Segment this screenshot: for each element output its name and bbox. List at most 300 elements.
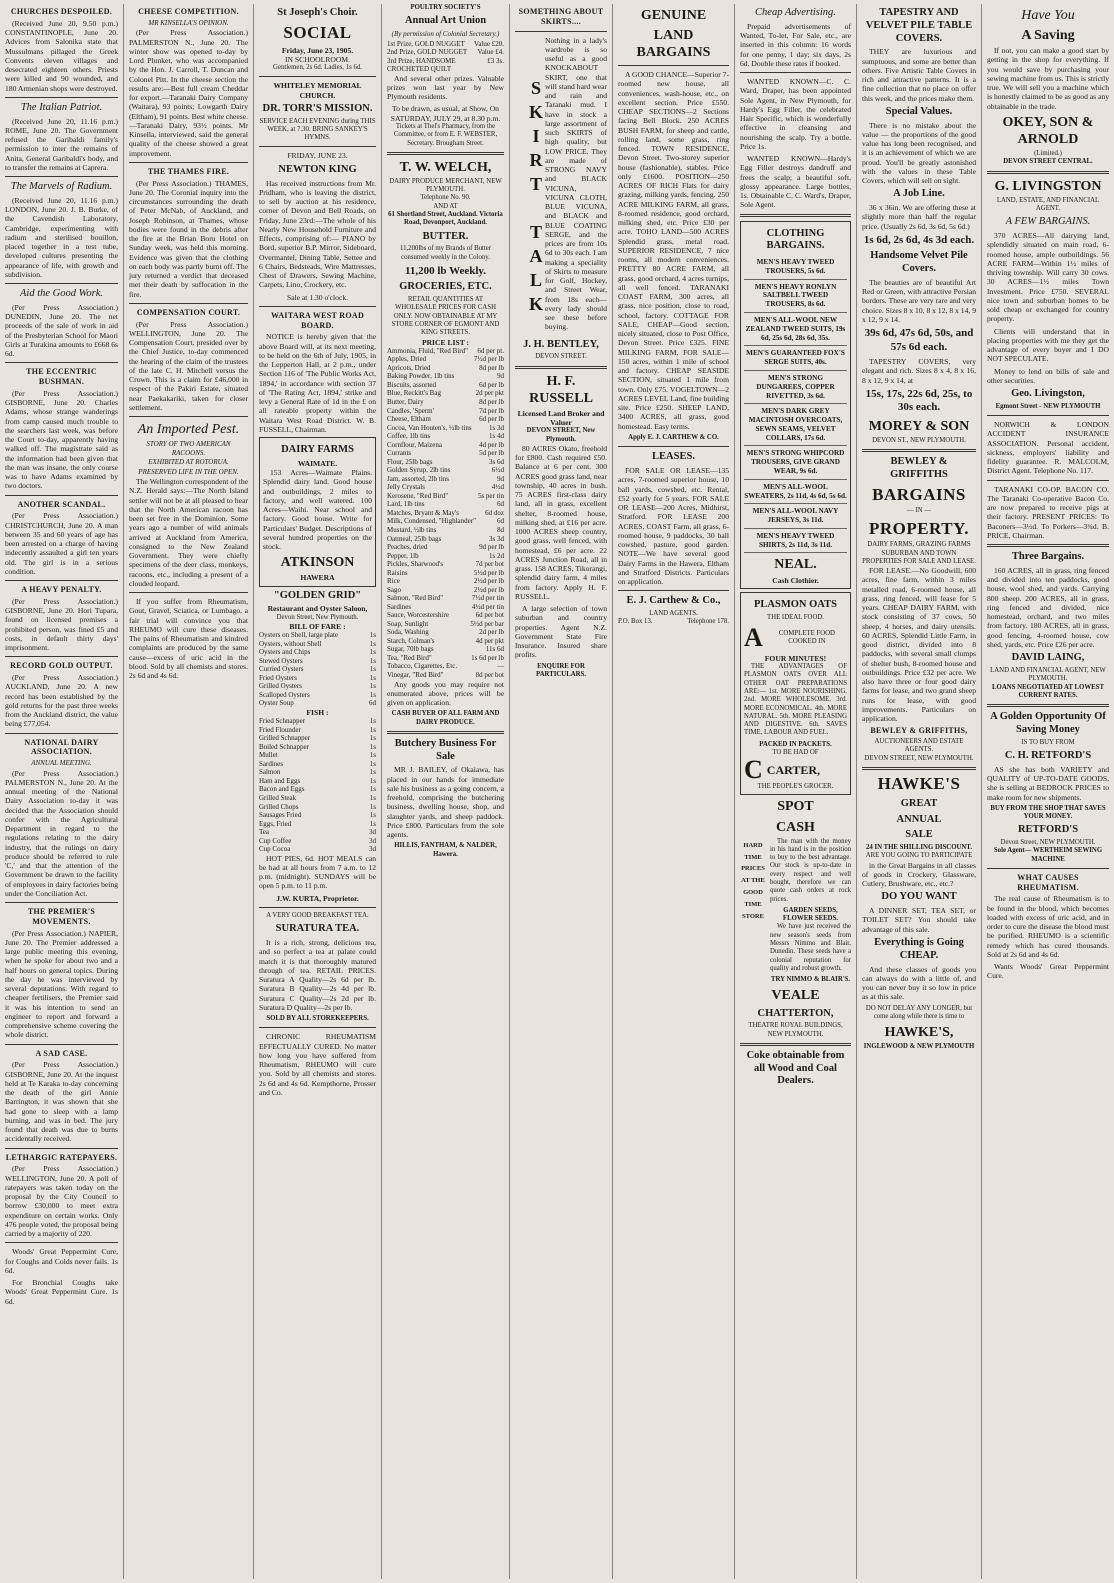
fish-item-price: 1s (369, 759, 376, 768)
grocery-item-label: Currants (387, 449, 412, 458)
article-bushman: (Per Press Association.) GISBORNE, June 20. Charles Adams, whose strange wanderings from camp caused much trouble to the searchers last week, was before the Court to-day, apparently having walked off. The magistrate said as the information had been given that the man was insane, the only course was to have Adams examined by two doctors. (5, 388, 118, 491)
column-okey (982, 4, 1114, 1579)
grocery-item-price: 7½d per lb (473, 355, 504, 364)
grocery-item-price: 1s 3d (489, 423, 504, 432)
grocery-item-price: 8d per bot (475, 671, 504, 679)
grocery-item-price: 1s 6d per lb (471, 653, 504, 662)
headline-ratepayers: LETHARGIC RATEPAYERS. (5, 1152, 118, 1162)
time-words (740, 838, 766, 985)
torr-date: FRIDAY, JUNE 23. (287, 151, 348, 161)
headline-pest: An Imported Pest. (137, 422, 240, 438)
headline-penalty: A HEAVY PENALTY. (21, 585, 102, 595)
headline-plasmon: PLASMON OATS (754, 598, 837, 610)
bill-item (259, 657, 376, 666)
fish-item-label: Fried Flounder (259, 725, 301, 734)
grocery-item-label: Matches, Bryant & May's (387, 508, 460, 517)
headline-golden-grid: "GOLDEN GRID" (273, 589, 362, 601)
carthew-sub: LAND AGENTS. (649, 610, 698, 618)
cheap-advertising-body: Prepaid advertisements of Wanted, To-let, For Sale, etc., are inserted in this column: 16 words for one penny, 1 day; six days, 2s 6d. Double these rates if booked. (740, 21, 851, 68)
headline-coke: Coke obtainable from all Wood and Coal Dealers. (746, 1049, 845, 1087)
grocery-item (387, 381, 504, 390)
grocery-item-price: 9d (497, 474, 504, 483)
bewley-griffiths-address: DEVON STREET, NEW PLYMOUTH. (864, 754, 974, 762)
fish-item-label: Grilled Schnapper (259, 734, 311, 743)
headline-thames: THE THAMES FIRE. (147, 166, 230, 176)
column-skirts (510, 4, 613, 1579)
grocery-item (387, 517, 504, 526)
fish-item-price: 1s (369, 734, 376, 743)
fish-item-label: Grilled Steak (259, 794, 297, 803)
grocery-item (387, 603, 504, 612)
plasmon-sub: THE IDEAL FOOD. (767, 613, 824, 621)
bill-item (259, 648, 376, 657)
russell-enquire: ENQUIRE FOR PARTICULARS. (535, 662, 587, 678)
fish-item-price: 1s (369, 811, 376, 820)
bewley-griffiths-sub: AUCTIONEERS AND ESTATE AGENTS. (874, 738, 964, 754)
property-body: FOR LEASE.—No Goodwill, 600 acres, fine farm, within 3 miles metalled road, 6-roomed house, all grass, ring fenced, will lease for 5 years. CHEAP DAIRY FARM, with stock consisting of 37 cows, 50 sheep, 4 horses, and dairy utensils. 60 ACRES, Splendid Little Farm, in good district, divided into 8 paddocks, with several small clumps of shelter bush, 8-roomed house and outbuildings. Price £32 per acre. We also have three or four good dairy farms for lease, and two grand sheep runs for lease, with good improvements. Particulars on application. (862, 566, 976, 724)
grocery-item-price: 5½d per bar (470, 619, 504, 628)
fish-item (259, 726, 376, 735)
grocery-item (387, 620, 504, 629)
headline-dairy: NATIONAL DAIRY ASSOCIATION. (24, 737, 99, 757)
headline-velvet-pile: Handsome Velvet Pile Covers. (870, 250, 968, 275)
bill-item-label: Fried Oysters (259, 673, 297, 682)
vertical-letter (525, 196, 547, 220)
grocery-item (387, 407, 504, 416)
fish-item-label: Bacon and Eggs (259, 785, 305, 794)
bill-item-price: 1s (369, 656, 376, 665)
bill-item-label: Stewed Oysters (259, 656, 303, 665)
subhead-dairy: ANNUAL MEETING. (31, 759, 92, 768)
grocery-item-label: Salmon, "Red Bird" (387, 594, 444, 603)
dairy-farms-place: WAIMATE. (297, 458, 338, 468)
prize-list (387, 40, 504, 74)
headline-bargains: BARGAINS (872, 484, 966, 504)
vertical-letter: K (528, 293, 543, 314)
headline-premier: THE PREMIER'S MOVEMENTS. (27, 907, 96, 926)
clothing-item: MEN'S DARK GREY MACINTOSH OVERCOATS, SEWN SEAMS, VELVET COLLARS, 17s 6d. (744, 404, 847, 446)
tea-sub: A VERY GOOD BREAKFAST TEA. (266, 911, 369, 919)
bill-item-price: 1s (369, 673, 376, 682)
plasmon-packed: PACKED IN PACKETS. (759, 740, 832, 748)
vertical-letter: R (529, 149, 543, 170)
vertical-letter: I (532, 125, 540, 146)
grocery-item-label: Golden Syrup, 2lb tins (387, 466, 451, 475)
butchery-agents: HILLIS, FANTHAM, & NALDER, Hawera. (394, 842, 497, 858)
fish-item-label: Boiled Schnapper (259, 742, 309, 751)
grocery-item-label: Cornflour, Maizena (387, 440, 442, 449)
grocery-item-label: Apples, Dried (387, 355, 427, 364)
golden-grid-hours: HOT PIES, 6d. HOT MEALS can be had at all hours from 7 a.m. to 12 p.m. (midnight). SUNDAYS will be open 5 p.m. to 11 p.m. (259, 853, 376, 891)
headline-veale: VEALE (771, 988, 820, 1004)
bill-of-fare-heading: BILL OF FARE : (289, 621, 346, 631)
grocery-item (387, 483, 504, 492)
subhead-pest-3: PRESERVED LIFE IN THE OPEN. (138, 467, 239, 476)
fish-item-price: 1s (369, 794, 376, 803)
vertical-letter: K (528, 101, 543, 122)
headline-bushman: THE ECCENTRIC BUSHMAN. (26, 367, 97, 387)
fish-item-price: 1s (369, 717, 376, 726)
fish-item (259, 794, 376, 803)
ad-newton-king: Has received instructions from Mr. Pridham, who is leaving the district, to sell by auction at his residence, corner of Devon and Bell Roads, on Friday, June 23rd:—The whole of his Nearly New Household Furniture and Effects, comprising of:— PIANO by Bord, superior B.P. Mirror, Sideboard, Overmantel, Dining Table, Settee and 6 Chairs, Bedsteads, Wire Mattresses, Chest of Drawers, Sewing Machine, Carpets, Lino, Crockery, etc. (259, 178, 376, 290)
bill-item (259, 691, 376, 700)
grocery-item-label: Baking Powder, 1lb tins (387, 372, 455, 381)
clothing-item: MEN'S GUARANTEED FOX'S SERGE SUITS, 40s. (744, 346, 847, 371)
groceries-body: RETAIL QUANTITIES AT WHOLESALE PRICES FOR CASH ONLY. NOW OBTAINABLE AT MY STORE CORNER OF EGMONT AND KING STREETS. (391, 296, 500, 337)
torr-body: SERVICE EACH EVENING during THIS WEEK, at 7.30. BRING SANKEY'S HYMNS. (259, 117, 376, 142)
subhead-cheese: MR KINSELLA'S OPINION. (148, 18, 229, 27)
time-store-body (770, 838, 851, 985)
fish-item-label: Tea (259, 828, 270, 837)
veale-chatterton-sub: THEATRE ROYAL BUILDINGS, NEW PLYMOUTH. (748, 1022, 843, 1038)
grocery-item (387, 662, 504, 671)
grocery-item-price: 4d per pkt (475, 636, 504, 645)
bill-item-price: 1s (369, 639, 376, 648)
wertheim-agent: Sole Agent— WERTHEIM SEWING MACHINE (993, 847, 1103, 863)
grocery-item-label: Cheese, Eltham (387, 415, 431, 424)
vertical-letter: S (530, 77, 541, 98)
ad-dairy-farms (259, 437, 376, 587)
grocery-item-price: 1s 4d (489, 432, 504, 441)
vertical-letter: L (529, 269, 542, 290)
job-line-body: 36 x 36in. We are offering these at slightly more than half the regular price. (Usually 2s 6d, 3s 6d, 5s 6d.) (862, 203, 976, 231)
fish-item-label: Grilled Chops (259, 802, 299, 811)
bill-of-fare-list (259, 631, 376, 708)
bill-item-label: Oysters on Shell, large plate (259, 631, 338, 640)
carter-row (744, 757, 847, 783)
fish-item (259, 751, 376, 760)
prize-item (387, 57, 504, 74)
time-word: STORE (742, 913, 764, 921)
grocery-item (387, 398, 504, 407)
grocery-item (387, 628, 504, 637)
golden-sub: IS TO BUY FROM (1021, 738, 1075, 746)
livingston-sub: LAND, ESTATE, AND FINANCIAL AGENT. (996, 196, 1100, 212)
clothing-list (744, 255, 847, 553)
retford-address: Devon Street, NEW PLYMOUTH. (1000, 839, 1096, 847)
grocery-item-price: 2½d per lb (473, 585, 504, 594)
grocery-item-label: Sugar, 70lb bags (387, 645, 434, 654)
atkinson-place: HAWERA (300, 573, 335, 583)
livingston-address: Egmont Street - NEW PLYMOUTH (995, 402, 1101, 410)
plasmon-a-row (744, 622, 847, 652)
article-scandal: (Per Press Association.) CHRISTCHURCH, June 20. A man between 35 and 60 years of age has been arrested on a charge of having indecently assaulted a girl ten years old. The girl is in a serious condition. (5, 511, 118, 576)
column-land-bargains (613, 4, 735, 1579)
headline-butchery: Butchery Business For Sale (394, 737, 497, 762)
bill-item-label: Oyster Soup (259, 699, 294, 708)
bill-item (259, 674, 376, 683)
clothing-item: MEN'S ALL-WOOL NAVY JERSEYS, 3s 11d. (744, 504, 847, 529)
headline-morey: MOREY & SON (868, 418, 970, 434)
headline-okey: OKEY, SON & ARNOLD (1002, 114, 1094, 147)
headline-bentley: J. H. BENTLEY, (523, 338, 599, 350)
tapestry-covers-price: 15s, 17s, 22s 6d, 25s, to 30s each. (865, 387, 973, 414)
headline-suratura: SURATURA TEA. (275, 923, 360, 935)
headline-spot: SPOT (777, 799, 814, 815)
fish-item-price: 3d (369, 836, 376, 845)
grocery-item-label: Sago (387, 585, 401, 594)
grocery-item (387, 560, 504, 569)
tickets-info: Tickets at Thel's Pharmacy, from the Committee, or from E. F. WEBSTER, Secretary. Brougham Street. (393, 122, 498, 147)
article-gold: (Per Press Association.) AUCKLAND, June 20. A new record has been established by the gold returns for the past three weeks from the Auckland district, the value being £77,054. (5, 673, 118, 729)
grocery-item-price: 2d per pkt (475, 389, 504, 398)
grocery-item-label: Oatmeal, 25lb bags (387, 534, 442, 543)
article-churches: (Received June 20, 9.50 p.m.) CONSTANTINOPLE, June 20. Advices from Salonika state that Mussulmans pillaged the Greek Convents eleven villages and desecrated eighteen others. Priests were killed and 90 wounded, and 180 Armenian shops were destroyed. (5, 18, 118, 93)
grocery-item-label: Butter, Dairy (387, 398, 424, 406)
headline-something: SOMETHING ABOUT SKIRTS.... (518, 7, 604, 26)
fish-item (259, 811, 376, 820)
fish-item (259, 734, 376, 743)
article-ratepayers: (Per Press Association.) WELLINGTON, June 20. A poll of ratepayers was taken today on the proposal by the City Council to borrow £30,000 to meet extra expenditure on certain works. Only 476 people voted, the proposal being carried by a majority of 220. (5, 1164, 118, 1239)
grocery-item-label: Jelly Crystals (387, 483, 425, 492)
few-bargains-body: 370 ACRES—All dairying land, splendidly situated on main road, 6-roomed house, ample outbuildings. 56 ACRE FARM—Within 1½ miles of thriving township. Will carry 30 cows. 30 ACRES—1½ miles Town Investment. Price £750. SEVERAL nice town and suburban homes to be sold cheap or exchanged for country property. (987, 231, 1109, 324)
grocery-item-label: Ammonia, Fluid, "Red Bird" (387, 346, 468, 355)
grocery-item-label: Peaches, dried (387, 543, 428, 552)
newton-sale-time: Sale at 1.30 o'clock. (286, 292, 349, 302)
prize-item (387, 40, 504, 49)
suratura-foot: SOLD BY ALL STOREKEEPERS. (266, 1015, 369, 1023)
grocery-item (387, 645, 504, 654)
prize-item-label: 1st Prize, GOLD NUGGET (387, 39, 465, 48)
prize-item (387, 48, 504, 57)
fish-item (259, 743, 376, 752)
grocery-item (387, 535, 504, 544)
fish-heading: FISH : (306, 707, 329, 717)
headline-chatterton: CHATTERTON, (757, 1007, 834, 1019)
bill-item-label: Oysters, without Shell (259, 639, 322, 648)
headline-carter: CARTER, (766, 762, 821, 777)
bargains-in: — IN — (906, 507, 932, 515)
bill-item-label: Oysters and Chips (259, 648, 311, 657)
fish-item-price: 1s (369, 725, 376, 734)
grocery-item-label: Kerosene, "Red Bird" (387, 491, 449, 500)
headline-dairy-farms: DAIRY FARMS (281, 444, 354, 455)
saving-body: If not, you can make a good start by getting in the shop for everything. If you would save by purchasing your sewing machine from us. This is strictly true. We will sell you a machine which is honestly claimed to be as good as any obtainable in the trade. (987, 46, 1109, 111)
fish-list (259, 717, 376, 854)
grocery-item (387, 449, 504, 458)
headline-clothing: CLOTHING BARGAINS. (766, 227, 825, 252)
skirt-body: Nothing in a lady's wardrobe is so useful as a good KNOCKABOUT SKIRT, one that will stand hard wear and rain and Taranaki mud. I have in stock a large assortment of such SKIRTS of high quality, but LOW PRICE. They are made of STRONG NAVY and BLACK VICUNA, VICUNA CLOTH, BLUE VICUNA, and BLACK and BLUE COATING SERGE, and the prices are from 10s 6d to 30s each. I am making a speciality of Skirts to measure for Golf, Hockey, and Street Wear, from 18s each—every lady should see these before buying. (545, 35, 607, 332)
clothing-item: MEN'S HEAVY TWEED SHIRTS, 2s 11d, 3s 11d. (744, 529, 847, 554)
grocery-item-label: Vinegar, "Red Bird" (387, 671, 444, 679)
fish-item-price: 1s (369, 785, 376, 794)
grocery-item-price: — (497, 662, 504, 671)
plasmon-had-of: TO BE HAD OF (772, 748, 819, 756)
grocery-item-label: Mustard, ½lb tins (387, 525, 437, 534)
prize-item-price: Value £4. (477, 48, 504, 57)
hawkes-address: INGLEWOOD & NEW PLYMOUTH (863, 1043, 975, 1051)
grocery-item-label: Apricots, Dried (387, 363, 431, 372)
grocery-item-label: Milk, Condensed, "Highlander" (387, 517, 476, 526)
bill-item-price: 1s (369, 631, 376, 640)
draw-date: To be drawn, as usual, at Show, On SATURDAY, JULY 29, at 8.30 p.m. (390, 104, 501, 123)
headline-welch: T. W. WELCH, (399, 159, 492, 175)
headline-carthew: E. J. Carthew & Co., (626, 595, 721, 607)
grocery-item-label: Candles, 'Sperm' (387, 406, 434, 415)
land-apply: Apply E. J. CARTHEW & CO. (628, 433, 719, 441)
grocery-item-label: Sauce, Worcestershire (387, 611, 449, 620)
fish-item-label: Fried Schnapper (259, 717, 306, 726)
column-welch (382, 4, 510, 1579)
headline-radium: The Marvels of Radium. (10, 181, 113, 193)
grocery-item-price: 8d per lb (479, 398, 504, 406)
time-word: TIME (744, 901, 762, 909)
fish-item (259, 820, 376, 829)
time-word: AT THE (741, 877, 765, 885)
clothing-item: MEN'S ALL-WOOL NEW ZEALAND TWEED SUITS, 19s 6d, 25s 6d, 28s 6d, 35s. (744, 313, 847, 346)
headline-art-union: Annual Art Union (404, 15, 487, 27)
fish-item-label: Cup Coffee (259, 836, 292, 845)
bill-item-price: 1s (369, 648, 376, 657)
grocery-item (387, 466, 504, 475)
fish-item (259, 845, 376, 854)
fish-item-label: Salmon (259, 768, 281, 777)
ad-clothing (740, 221, 851, 589)
grocery-item-price: 9d (497, 372, 504, 381)
headline-italian: The Italian Patriot. (20, 101, 103, 113)
morey-sub: DEVON ST., NEW PLYMOUTH. (872, 436, 966, 444)
grocery-item (387, 552, 504, 561)
fish-item (259, 803, 376, 812)
wanted-known-2: WANTED KNOWN—Hardy's Egg Filler destroys dandruff and frees the scalp; a beautiful soft, glossy appearance. Large bottles, 1s. Obtainable C. C. Ward's, Draper, Sole Agent. (740, 154, 851, 210)
grocery-item-label: Tobacco, Cigarettes, Etc. (387, 662, 458, 671)
livingston-clients: Clients will understand that in placing properties with me they get the advantage of every buyer and I DO NOT SPECULATE. (987, 326, 1109, 364)
carter-sub: THE PEOPLE'S GROCER. (757, 783, 834, 791)
clothing-item: MEN'S HEAVY TWEED TROUSERS, 5s 6d. (744, 255, 847, 280)
grocery-item (387, 500, 504, 509)
ad-norwich: NORWICH & LONDON ACCIDENT INSURANCE ASSOCIATION. Personal accident, sickness, employers' liability and fidelity guarantee. R. MALCOLM, District Agent. Telephone No. 117. (987, 420, 1109, 476)
grocery-item-price: 9d per lb (479, 543, 504, 552)
grocery-item-label: Cocoa, Van Houten's, ½lb tins (387, 423, 472, 432)
headline-groceries: GROCERIES, ETC. (399, 281, 492, 293)
headline-everything-cheap: Everything is Going CHEAP. (874, 936, 964, 961)
tapestry-body: THEY are luxurious and sumptuous, and some are better than others. Five Artistic Table Covers in rich and attractive patterns. It is a fine collection that no place on offer this week, and the prices make them. (862, 47, 976, 103)
golden-grid-sub: Restaurant and Oyster Saloon, (267, 604, 368, 614)
column-news-local (124, 4, 254, 1579)
headline-choir: St Joseph's Choir. (277, 7, 358, 18)
grocery-item-label: Flour, 25lb bags (387, 457, 433, 466)
carthew-telephone: Telephone 178. (687, 618, 729, 626)
headline-tapestry: TAPESTRY AND VELVET PILE TABLE COVERS. (865, 7, 973, 44)
grocery-item-price: 5d per lb (479, 449, 504, 458)
grocery-item-label: Soda, Washing (387, 628, 429, 637)
grocery-item (387, 355, 504, 364)
fish-item (259, 717, 376, 726)
article-premier: (Per Press Association.) NAPIER, June 20. The Premier addressed a large public meeting this evening, when he spoke for about two and a half hours on general topics. During the day he was interviewed by several deputations. With regard to cheaper fertilisers, the Premier said it was his intention to send an engineer to report and forward a comprehensive scheme covering the whole district. (5, 928, 118, 1040)
neal-sub: Cash Clothier. (772, 575, 819, 585)
grocery-item (387, 637, 504, 646)
headline-few-bargains: A FEW BARGAINS. (1005, 216, 1091, 228)
subhead-pest-2: EXHIBITED AT ROTORUA. (148, 458, 229, 467)
plasmon-letter-a: A (744, 622, 763, 652)
fish-item-price: 1s (369, 802, 376, 811)
time-body: The man with the money in his hand is in the position to buy to the best advantage. Our stock is up-to-date in every respect and well bought, therefore we can quote cash orders at rock prices. (770, 837, 851, 903)
grocery-item-price: 2½d per lb (473, 577, 504, 586)
social-place: IN SCHOOLROOM. (285, 54, 350, 64)
russell-wanted: A large selection of town suburban and country properties. Agent N.Z. Government State Fire Insurance. Insured share profits. (515, 604, 607, 660)
vertical-letter: A (529, 245, 543, 266)
garden-seeds: GARDEN SEEDS, FLOWER SEEDS. (782, 906, 839, 923)
clothing-item: MEN'S ALL-WOOL SWEATERS, 2s 11d, 4s 6d, 5s 6d. (744, 480, 847, 505)
cheap-body: And these classes of goods you can always do with a little of, and you can never buy it so low in price as at this sale. (862, 964, 976, 1002)
headline-do-you-want: DO YOU WANT (881, 891, 957, 903)
want-body: A DINNER SET, TEA SET, or TOILET SET? You should take advantage of this sale. (862, 906, 976, 934)
headline-property: PROPERTY. (868, 518, 970, 538)
article-italian: (Received June 20, 11.16 p.m.) ROME, June 20. The Government refused the Garibaldi family's permission to inter the remains of Anita, General Garibaldi's body, and to transfer the remains at Caprera. (5, 116, 118, 172)
fish-item-label: Eggs, Fried (259, 819, 292, 828)
headline-retford-2: RETFORD'S (1017, 824, 1079, 836)
headline-bewley-griffiths: BEWLEY & GRIFFITHS, (870, 726, 968, 736)
grocery-item-price: 3s 6d (489, 457, 504, 466)
time-word: HARD (743, 841, 763, 849)
ad-rheumatism: If you suffer from Rheumatism, Gout, Gravel, Sciatica, or Lumbago, a fair trial will convince you that RHEUMO will cure these diseases. The pains of Rheumatism and kindred complaints are produced by the same cause—excess of uric acid in the blood. Sold by all chemists and stores. 2s 6d and 4s 6d. (129, 597, 248, 681)
retford-body: AS she has both VARIETY and QUALITY of UP-TO-DATE GOODS, she is selling at BEDROCK PRICES to make room for new shipments. (987, 764, 1109, 802)
fish-item-label: Sardines (259, 759, 284, 768)
headline-cash: CASH (776, 819, 815, 835)
headline-sad: A SAD CASE. (35, 1048, 88, 1058)
article-penalty: (Per Press Association.) GISBORNE, June 20. Hori Tupara, found on licensed premises a prohibited person, was fined £5 and costs, in default thirty days' imprisonment. (5, 596, 118, 653)
land-bargains-body: A GOOD CHANCE—Superior 7-roomed new house, all conveniences, wash-house, etc., on excellent section. Price £550. CHEAP SECTIONS—2 Sections facing Bell Block. 250 ACRES BUSH FARM, for sheep and cattle, rolling land, some grass, ring fenced. TOWN RESIDENCE, Devon Street. Two-storey superior house (fashionable), stables. Price only £1600. POSITION—250 ACRES OF RICH Flats for dairy grazing, milking yards, fencing. 250 ACRE MILKING FARM, all grass, 8-roomed residence, good orchard, milking shed, etc. Price £30 per acre. TOHO LAND—500 ACRES Splendid grass, metal road. SUPERIOR RESIDENCE, 7 nice rooms, all modern conveniences. PRETTY 80 ACRE FARM, all grass, good orchard, 4 acres turnips, all well fenced. TARANAKI COAST FARM, 300 acres, all grass, nice position, close to road, school, factory. COTTAGE FOR SALE, CHEAP—Good section, nicely situated, close to Post Office, Devon Street. Price £325. FINE MILKING FARM, FOR SALE—150 acres, within 1 mile of school and factory. CHEAP SEASIDE SECTION, situated 1 mile from town. Only £75. VOGELTOWN—2 ACRES LEVEL Land, fine building site. Price £250. SHEEP LAND, 3400 ACRES, all grass, good homestead. Easy terms. (618, 70, 729, 431)
grocery-item-price: 6d per pt. (477, 346, 504, 355)
bill-item-label: Curried Oysters (259, 665, 304, 674)
grocery-item-label: Tea, "Red Bird" (387, 653, 432, 662)
headline-hawkes: HAWKE'S (877, 774, 961, 793)
grocery-item-price: 4d per lb (479, 440, 504, 449)
fish-item-price: 1s (369, 768, 376, 777)
subhead-pest-1: STORY OF TWO AMERICAN RACOONS. (146, 440, 231, 457)
grocery-item (387, 475, 504, 484)
russell-body: 80 ACRES Okato, freehold for £800. Cash required £50. Balance at 6 per cent. 300 ACRES good grass land, near township, 40 acres in bush. 75 ACRES first-class dairy land, all in grass, excellent shelter, 8-roomed house, milking shed, at £16 per acre. 1000 ACRES sheep country, good grass, well fenced, with homestead, £6 per acre. 22 ACRES Junction Road, all in grass. 158 ACRES, Tikorangi, splendid dairy farm, 4 miles from factory. Apply H. F. RUSSELL. (515, 443, 607, 601)
grocery-item-price: 6½d (491, 466, 504, 475)
bill-item (259, 631, 376, 640)
velvet-pile-price: 39s 6d, 47s 6d, 50s, and 57s 6d each. (864, 327, 974, 353)
bill-item (259, 682, 376, 691)
grocery-item (387, 509, 504, 518)
grocery-item-price: 11s 6d (485, 645, 504, 654)
grocery-item-price: 8d (497, 525, 504, 534)
headline-laing: DAVID LAING, (1011, 652, 1085, 664)
clothing-item: MEN'S HEAVY RONLYN SALTBELL TWEED TROUSERS, 8s 6d. (744, 280, 847, 313)
property-sub: DAIRY FARMS, GRAZING FARMS SUBURBAN AND TOWN PROPERTIES FOR SALE AND LEASE. (862, 541, 976, 565)
headline-gold: RECORD GOLD OUTPUT. (10, 661, 113, 671)
going-body: in the Great Bargains in all classes of goods in Crockery, Glassware, Cutlery, Brushware, etc., etc.? (862, 860, 976, 889)
headline-annual: ANNUAL (896, 813, 942, 825)
grocery-item-price: 6d per lb (479, 415, 504, 424)
golden-grid-place: Devon Street, New Plymouth. (276, 613, 359, 621)
grocery-item (387, 654, 504, 663)
grocery-item-price: 6d (497, 517, 504, 526)
headline-bewley: BEWLEY & GRIFFITHS (890, 455, 948, 480)
article-compensation: (Per Press Association.) WELLINGTON, June 20. The Compensation Court, presided over by the Chief Justice, to-day commenced the hearing of the claim of the trustees of the late C. H. Mitchell versus the Crown. This is a claim for £46,000 in respect of the Pakiri Estate, situated near Paekakariki, taken for closer settlement. (129, 319, 248, 412)
plasmon-four-minutes: FOUR MINUTES! (764, 653, 827, 663)
grocery-item (387, 458, 504, 467)
grocery-item-label: Raisins (387, 568, 408, 577)
skirt-talk-block (515, 36, 607, 336)
clothing-item: MEN'S STRONG WHIPCORD TROUSERS, GIVE GRAND WEAR, 9s 6d. (744, 446, 847, 479)
headline-cheap-advertising: Cheap Advertising. (755, 7, 836, 18)
prize-item-price: £3 3s. (487, 56, 504, 65)
column-clothing (735, 4, 857, 1579)
grocery-item (387, 347, 504, 356)
ad-taranaki-bacon: TARANAKI CO-OP. BACON CO. The Taranaki Co-operative Bacon Co. are now prepared to receive pigs at their factory. PRESENT PRICES: To Baconers—3½d. To Porkers—3¾d. B. PRICE, Chairman. (987, 484, 1109, 540)
grocery-item-price: 4½d (491, 483, 504, 492)
butchery-body: MR J. BAILEY, of Okaiawa, has placed in our hands for immediate sale his business as a going concern, a freehold, comprising the butchering business, dwelling house, shop, and slaughter yards, and sheep paddock. Price £800. Particulars from the sole agents. (387, 765, 504, 840)
vertical-letter: T (529, 221, 542, 242)
ad-rheumatism-2: CHRONIC RHEUMATISM EFFECTUALLY CURED. No matter how long you have suffered from Rheumatism, RHEUMO will cure you. Sold by all chemists and stores. 2s 6d and 4s 6d. Kempthorne, Prosser and Co. (259, 1032, 376, 1097)
headline-aid: Aid the Good Work. (19, 288, 104, 300)
time-word: GOOD (743, 889, 763, 897)
fish-item (259, 777, 376, 786)
